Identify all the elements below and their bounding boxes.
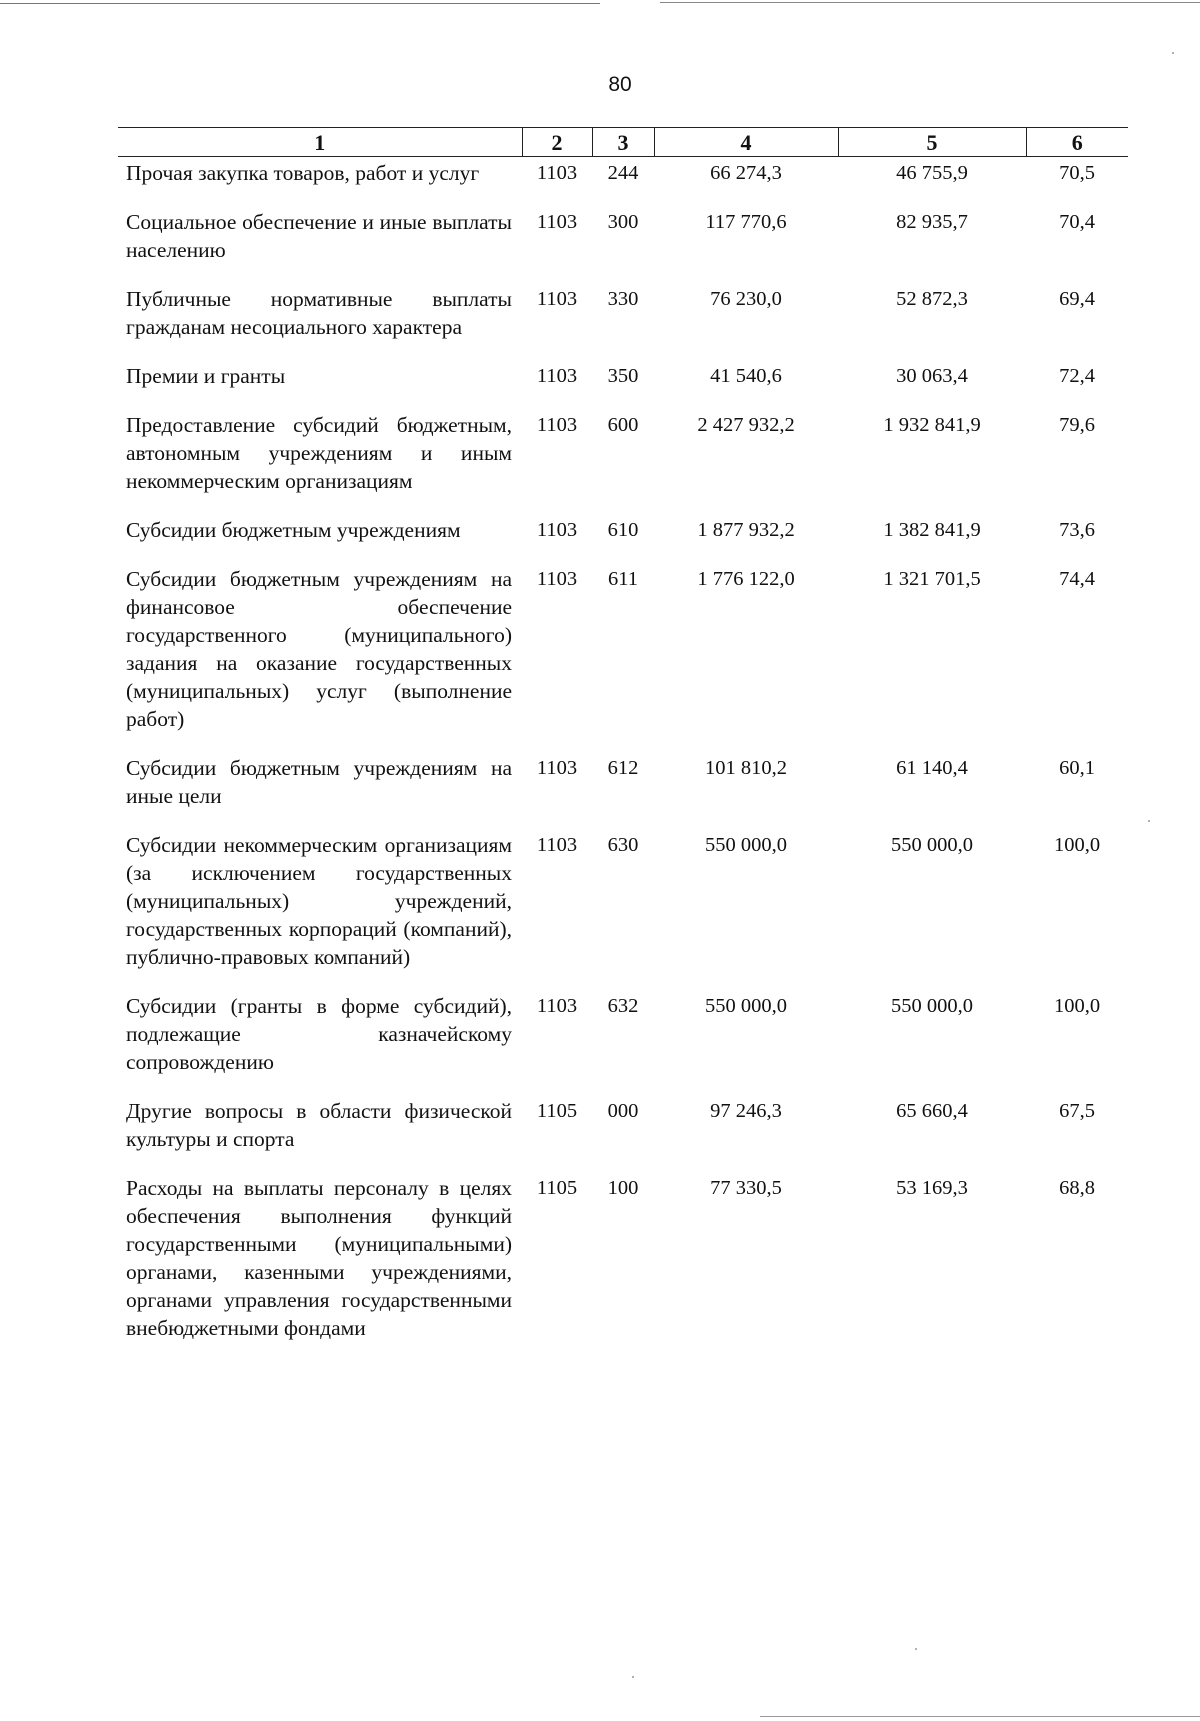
table-row bbox=[118, 829, 1128, 990]
row-fact-amount: 1 321 701,5 bbox=[883, 568, 981, 590]
row-section-code: 1103 bbox=[536, 288, 578, 310]
row-fact-amount: 1 932 841,9 bbox=[883, 414, 981, 436]
row-plan-amount: 66 274,3 bbox=[710, 162, 782, 184]
budget-table bbox=[118, 127, 1128, 1361]
row-expense-type: 611 bbox=[608, 568, 638, 590]
row-name: Субсидии бюджетным учреждениям на иные цели bbox=[126, 756, 512, 808]
row-fact-amount: 1 382 841,9 bbox=[883, 519, 981, 541]
row-name: Расходы на выплаты персоналу в целях обеспечения выполнения функций государственными (муниципальными) органами, казенными учреждениями, органами управления государственными внебюджетными фондами bbox=[126, 1176, 512, 1340]
row-percent: 67,5 bbox=[1059, 1100, 1095, 1122]
row-expense-type: 000 bbox=[607, 1100, 639, 1122]
row-plan-amount: 76 230,0 bbox=[710, 288, 782, 310]
row-name: Субсидии (гранты в форме субсидий), подлежащие казначейскому сопровождению bbox=[126, 994, 512, 1074]
row-section-code: 1103 bbox=[536, 757, 578, 779]
row-percent: 72,4 bbox=[1059, 365, 1095, 387]
row-fact-amount: 82 935,7 bbox=[896, 211, 968, 233]
header-row bbox=[118, 128, 1128, 157]
row-fact-amount: 550 000,0 bbox=[891, 995, 973, 1017]
row-fact-amount: 550 000,0 bbox=[891, 834, 973, 856]
row-percent: 79,6 bbox=[1059, 414, 1095, 436]
row-plan-amount: 101 810,2 bbox=[705, 757, 787, 779]
scan-edge-top-right bbox=[660, 2, 1200, 3]
row-section-code: 1103 bbox=[536, 995, 578, 1017]
row-name: Премии и гранты bbox=[126, 364, 286, 388]
row-expense-type: 612 bbox=[607, 757, 639, 779]
row-section-code: 1105 bbox=[536, 1100, 578, 1122]
row-name: Социальное обеспечение и иные выплаты населению bbox=[126, 210, 512, 262]
column-header-type: 3 bbox=[592, 128, 654, 157]
column-header-fact: 5 bbox=[838, 128, 1026, 157]
row-percent: 60,1 bbox=[1059, 757, 1095, 779]
row-fact-amount: 52 872,3 bbox=[896, 288, 968, 310]
table-row bbox=[118, 563, 1128, 752]
row-plan-amount: 550 000,0 bbox=[705, 995, 787, 1017]
row-percent: 70,5 bbox=[1059, 162, 1095, 184]
row-plan-amount: 41 540,6 bbox=[710, 365, 782, 387]
row-plan-amount: 97 246,3 bbox=[710, 1100, 782, 1122]
table-row bbox=[118, 157, 1128, 207]
page-number: 80 bbox=[608, 73, 632, 96]
row-name: Субсидии некоммерческим организациям (за исключением государственных (муниципальных) учреждений, государственных корпораций (компаний), публично-правовых компаний) bbox=[126, 833, 512, 969]
scan-speck bbox=[632, 1676, 634, 1678]
scan-speck bbox=[915, 1648, 917, 1650]
row-section-code: 1103 bbox=[536, 568, 578, 590]
row-section-code: 1103 bbox=[536, 211, 578, 233]
row-name: Публичные нормативные выплаты гражданам несоциального характера bbox=[126, 287, 512, 339]
row-expense-type: 300 bbox=[607, 211, 639, 233]
row-percent: 68,8 bbox=[1059, 1177, 1095, 1199]
row-section-code: 1103 bbox=[536, 162, 578, 184]
row-plan-amount: 1 776 122,0 bbox=[697, 568, 795, 590]
row-section-code: 1103 bbox=[536, 834, 578, 856]
row-fact-amount: 65 660,4 bbox=[896, 1100, 968, 1122]
table-row bbox=[118, 206, 1128, 283]
row-expense-type: 350 bbox=[607, 365, 639, 387]
table-row bbox=[118, 990, 1128, 1095]
row-percent: 73,6 bbox=[1059, 519, 1095, 541]
row-name: Субсидии бюджетным учреждениям на финансовое обеспечение государственного (муниципального) задания на оказание государственных (муниципальных) услуг (выполнение работ) bbox=[126, 567, 512, 731]
row-expense-type: 610 bbox=[607, 519, 639, 541]
scan-speck bbox=[1172, 52, 1174, 54]
row-expense-type: 100 bbox=[607, 1177, 639, 1199]
row-name: Другие вопросы в области физической культуры и спорта bbox=[126, 1099, 512, 1151]
row-name: Предоставление субсидий бюджетным, автономным учреждениям и иным некоммерческим организациям bbox=[126, 413, 512, 493]
column-header-name: 1 bbox=[118, 128, 522, 157]
scan-edge-bottom bbox=[760, 1716, 1200, 1717]
column-header-percent: 6 bbox=[1026, 128, 1128, 157]
column-header-section: 2 bbox=[522, 128, 592, 157]
table-row bbox=[118, 1172, 1128, 1361]
row-section-code: 1103 bbox=[536, 365, 578, 387]
row-percent: 100,0 bbox=[1053, 834, 1101, 856]
scan-speck bbox=[1148, 820, 1150, 822]
table-row bbox=[118, 752, 1128, 829]
table-row bbox=[118, 360, 1128, 409]
row-section-code: 1105 bbox=[536, 1177, 578, 1199]
row-expense-type: 632 bbox=[607, 995, 639, 1017]
row-plan-amount: 77 330,5 bbox=[710, 1177, 782, 1199]
row-fact-amount: 46 755,9 bbox=[896, 162, 968, 184]
row-expense-type: 330 bbox=[607, 288, 639, 310]
table-body bbox=[118, 157, 1128, 1362]
row-name: Субсидии бюджетным учреждениям bbox=[126, 518, 461, 542]
row-name: Прочая закупка товаров, работ и услуг bbox=[126, 161, 480, 185]
row-expense-type: 244 bbox=[607, 162, 639, 184]
scan-edge-top bbox=[0, 3, 600, 4]
table-row bbox=[118, 514, 1128, 563]
row-expense-type: 600 bbox=[607, 414, 639, 436]
row-fact-amount: 30 063,4 bbox=[896, 365, 968, 387]
table-row bbox=[118, 409, 1128, 514]
row-fact-amount: 61 140,4 bbox=[896, 757, 968, 779]
row-section-code: 1103 bbox=[536, 414, 578, 436]
column-header-plan: 4 bbox=[654, 128, 838, 157]
row-percent: 74,4 bbox=[1059, 568, 1095, 590]
row-plan-amount: 550 000,0 bbox=[705, 834, 787, 856]
row-plan-amount: 2 427 932,2 bbox=[697, 414, 795, 436]
row-plan-amount: 117 770,6 bbox=[705, 211, 787, 233]
row-percent: 70,4 bbox=[1059, 211, 1095, 233]
table-row bbox=[118, 1095, 1128, 1172]
row-fact-amount: 53 169,3 bbox=[896, 1177, 968, 1199]
row-percent: 69,4 bbox=[1059, 288, 1095, 310]
table-header bbox=[118, 128, 1128, 157]
row-section-code: 1103 bbox=[536, 519, 578, 541]
row-percent: 100,0 bbox=[1053, 995, 1101, 1017]
row-expense-type: 630 bbox=[607, 834, 639, 856]
row-plan-amount: 1 877 932,2 bbox=[697, 519, 795, 541]
table-row bbox=[118, 283, 1128, 360]
